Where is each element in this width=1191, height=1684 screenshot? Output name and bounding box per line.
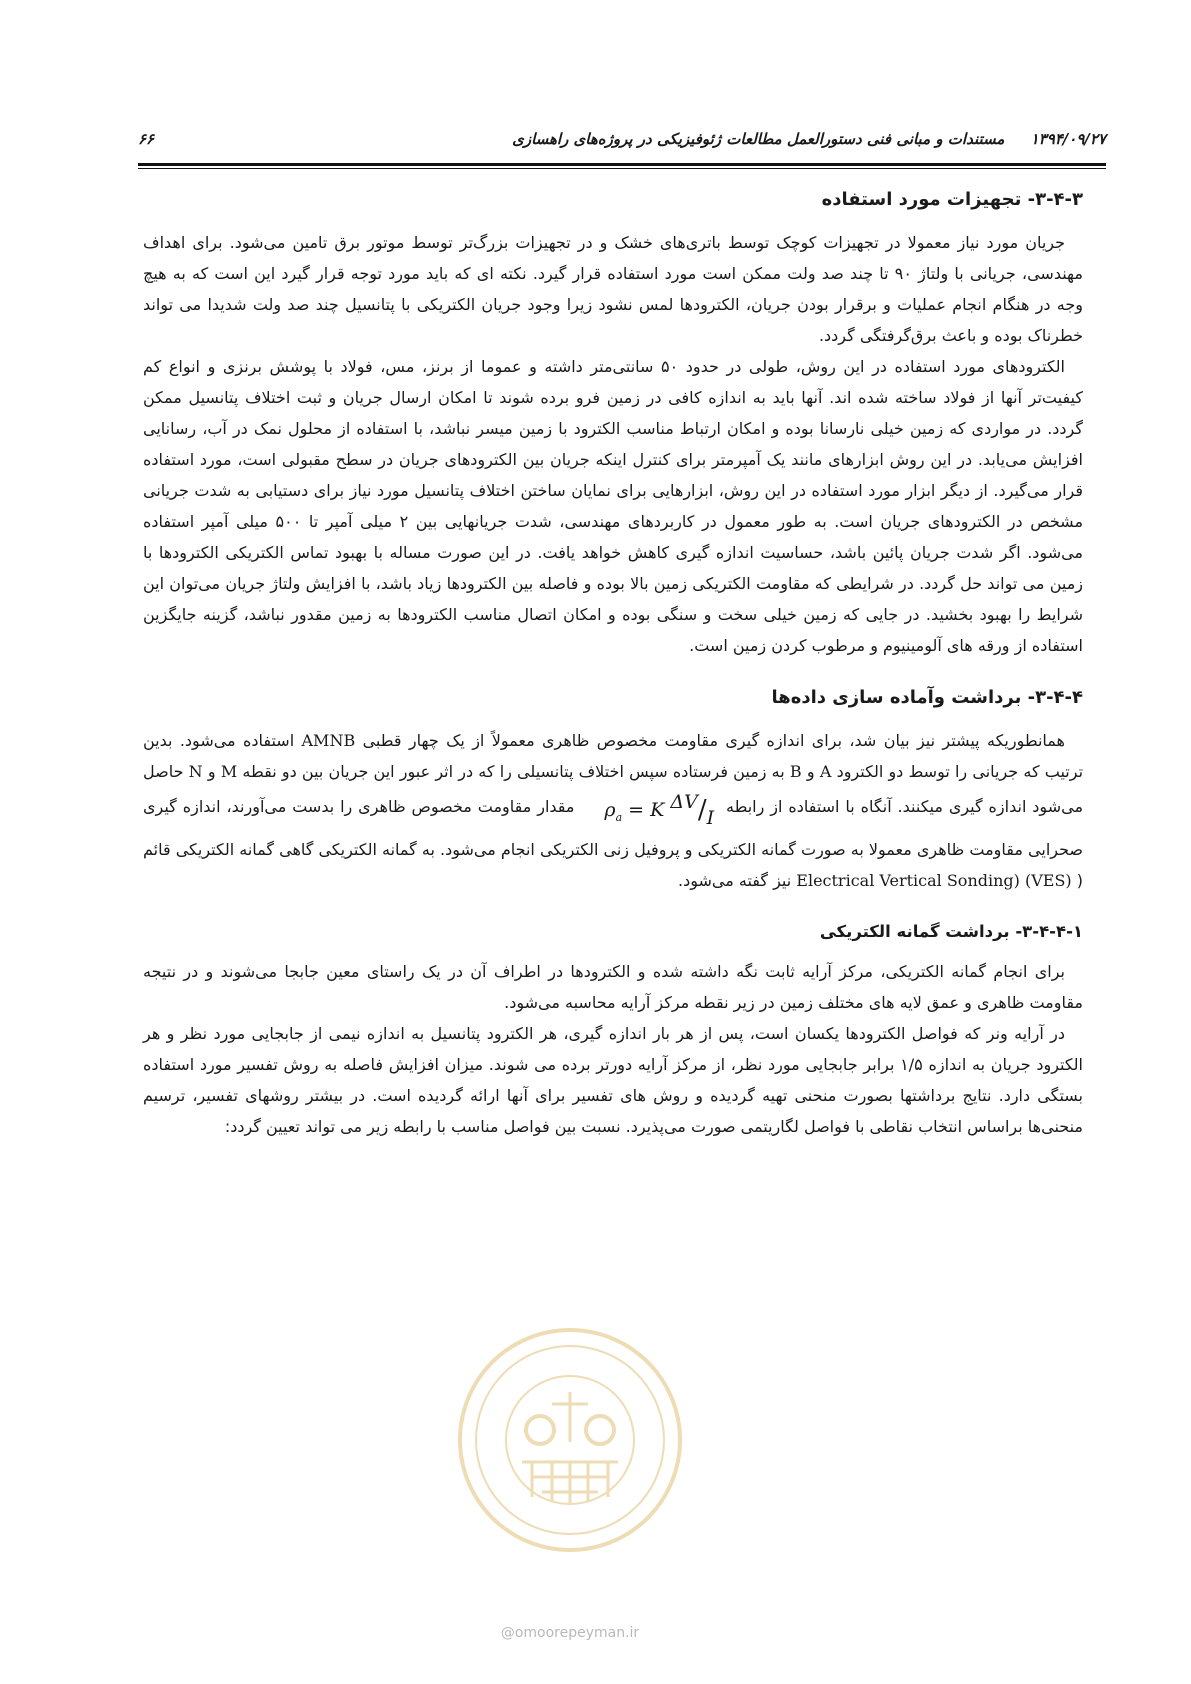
latin-term-n: N (188, 762, 203, 781)
text-run: به زمین فرستاده سپس اختلاف پتانسیلی را که در اثر عبور این جریان بین دو نقطه (242, 762, 785, 781)
formula-lhs: ρ (604, 799, 616, 821)
spacer (143, 661, 1083, 683)
text-run: استفاده می‌شود. بدین ترتیب که جریانی را توسط دو الکترود (143, 731, 1084, 781)
formula-slash: / (697, 795, 707, 825)
text-run: حاصل می‌شود اندازه گیری میکنند. آنگاه با استفاده از رابطه (143, 762, 1084, 816)
text-run: و (806, 762, 815, 781)
text-run: مقدار مقاومت مخصوص ظاهری را بدست می‌آورند، اندازه گیری صحرایی مقاومت ظاهری معمولا به صورت گمانه الکتریکی و پروفیل زنی الکتریکی انجام می‌شود. به گمانه الکتریکی گاهی گمانه الکتریکی قائم ( (143, 797, 1083, 890)
paragraph-sounding-2: در آرایه ونر که فواصل الکترودها یکسان است، پس از هر بار اندازه گیری، هر الکترود پتانسیل به اندازه نیمی از جابجایی مورد نظر و هر الکترود جریان به اندازه ۱/۵ برابر جابجایی مورد نظر، از مرکز آرایه دورتر برده می شوند. میزان افزایش فاصله به روش تفسیر مورد استفاده بستگی دارد. نتایج برداشتها بصورت منحنی تهیه گردیده و روش های تفسیر برای آنها ارائه گردیده است. در بیشتر روشهای تفسیر، ترسیم منحنی‌ها براساس انتخاب نقاطی با فواصل لگاریتمی صورت می‌پذیرد. نسبت بین فواصل مناسب با رابطه زیر می تواند تعیین گردد: (143, 1024, 1084, 1136)
section-heading-acquisition: ۳-۴-۴- برداشت وآماده سازی داده‌ها (771, 687, 1083, 708)
subsection-heading-sounding: ۳-۴-۴-۱- برداشت گمانه الکتریکی (819, 922, 1083, 941)
watermark-seal-icon (452, 1322, 688, 1558)
spacer (143, 896, 1083, 918)
latin-term-m: M (220, 762, 238, 781)
main-content (143, 185, 1083, 1142)
paragraph-acquisition-1 (143, 725, 1083, 896)
apparent-resistivity-formula (586, 787, 714, 834)
header-date: ۱۳۹۴/۰۹/۲۷ (1030, 130, 1106, 148)
section-heading-equipment: ۳-۴-۳- تجهیزات مورد استفاده (821, 189, 1083, 210)
header-title (512, 130, 1106, 148)
latin-term-b: B (789, 762, 802, 781)
text-run: همانطوریکه پیشتر نیز بیان شد، برای اندازه گیری مقاومت مخصوص ظاهری معمولاً از یک چهار قطبی (362, 731, 1065, 750)
latin-term-ves: Electrical Vertical Sonding) (VES) (796, 871, 1072, 890)
text-run: نیز گفته می‌شود. (677, 871, 792, 890)
header-rule-thick (138, 163, 1106, 166)
header-rule-thin (138, 168, 1106, 169)
running-header (138, 128, 1106, 162)
paragraph-equipment-1: جریان مورد نیاز معمولا در تجهیزات کوچک توسط باتری‌های خشک و در تجهیزات بزرگ‌تر توسط موتور برق تامین می‌شود. برای اهداف مهندسی، جریانی با ولتاژ ۹۰ تا چند صد ولت ممکن است مورد استفاده قرار گیرد. نکته ای که باید مورد توجه قرار گیرد این است که به هیچ وجه در هنگام انجام عملیات و برقرار بودن جریان، الکترودها لمس نشود زیرا وجود جریان الکتریکی با پتانسیل چند صد ولت شدیدا می تواند خطرناک بوده و باعث برق‌گرفتگی گردد. (143, 233, 1083, 345)
formula-denominator: I (706, 807, 715, 829)
formula-numerator: ΔV (670, 791, 698, 813)
paragraph-sounding-1: برای انجام گمانه الکتریکی، مرکز آرایه ثابت نگه داشته شده و الکترودها در اطراف آن در یک راستای معین جابجا می‌شوند و در نتیجه مقاومت ظاهری و عمق لایه های مختلف زمین در زیر نقطه مرکز آرایه محاسبه می‌شود. (143, 962, 1083, 1012)
page-number: ۶۶ (138, 130, 155, 148)
watermark-url: @omoorepeyman.ir (500, 1625, 640, 1641)
latin-term-a: A (819, 762, 832, 781)
formula-equals: = K (622, 799, 671, 821)
formula-subscript: a (615, 810, 623, 824)
paragraph-equipment-2: الکترودهای مورد استفاده در این روش، طولی در حدود ۵۰ سانتی‌متر داشته و عموما از برنز، مس، فولاد با پوشش برنزی و انواع کم کیفیت‌تر آنها از فولاد ساخته شده اند. آنها باید به اندازه کافی در زمین فرو برده شوند تا امکان ارسال جریان و ثبت اختلاف پتانسیل ممکن گردد. در مواردی که زمین خیلی نارسانا بوده و امکان ارتباط مناسب الکترود با زمین میسر نباشد، با استفاده از محلول نمک در آب، رسانایی افزایش می‌یابد. در این روش ابزارهای مانند یک آمپرمتر برای کنترل اینکه جریان بین الکترودهای جریان در سطح مقبولی است، مورد استفاده قرار می‌گیرد. از دیگر ابزار مورد استفاده در این روش، ابزارهایی برای نمایان ساختن اختلاف پتانسیل مورد نیاز برای دستیابی به شدت جریانی مشخص در الکترودهای جریان است. به طور معمول در کاربردهای مهندسی، شدت جریانهایی بین ۲ میلی آمپر تا ۵۰۰ میلی آمپر استفاده می‌شود. اگر شدت جریان پائین باشد، حساسیت اندازه گیری کاهش خواهد یافت. در این صورت مساله با بهبود تماس الکتریکی الکترودها با زمین می تواند حل گردد. در شرایطی که مقاومت الکتریکی زمین بالا بوده و فاصله بین الکترودها زیاد باشد، با افزایش ولتاژ جریان می‌توان این شرایط را بهبود بخشید. در جایی که زمین خیلی سخت و سنگی بوده و امکان اتصال مناسب الکترودها به زمین مقدور نباشد، گزینه جایگزین استفاده از ورقه های آلومینیوم و مرطوب کردن زمین است. (143, 357, 1084, 655)
text-run: و (207, 762, 216, 781)
header-title-text: مستندات و مبانی فنی دستورالعمل مطالعات ژئوفیزیکی در پروژه‌های راهسازی (512, 130, 1005, 148)
latin-term-amnb: AMNB (301, 731, 356, 750)
